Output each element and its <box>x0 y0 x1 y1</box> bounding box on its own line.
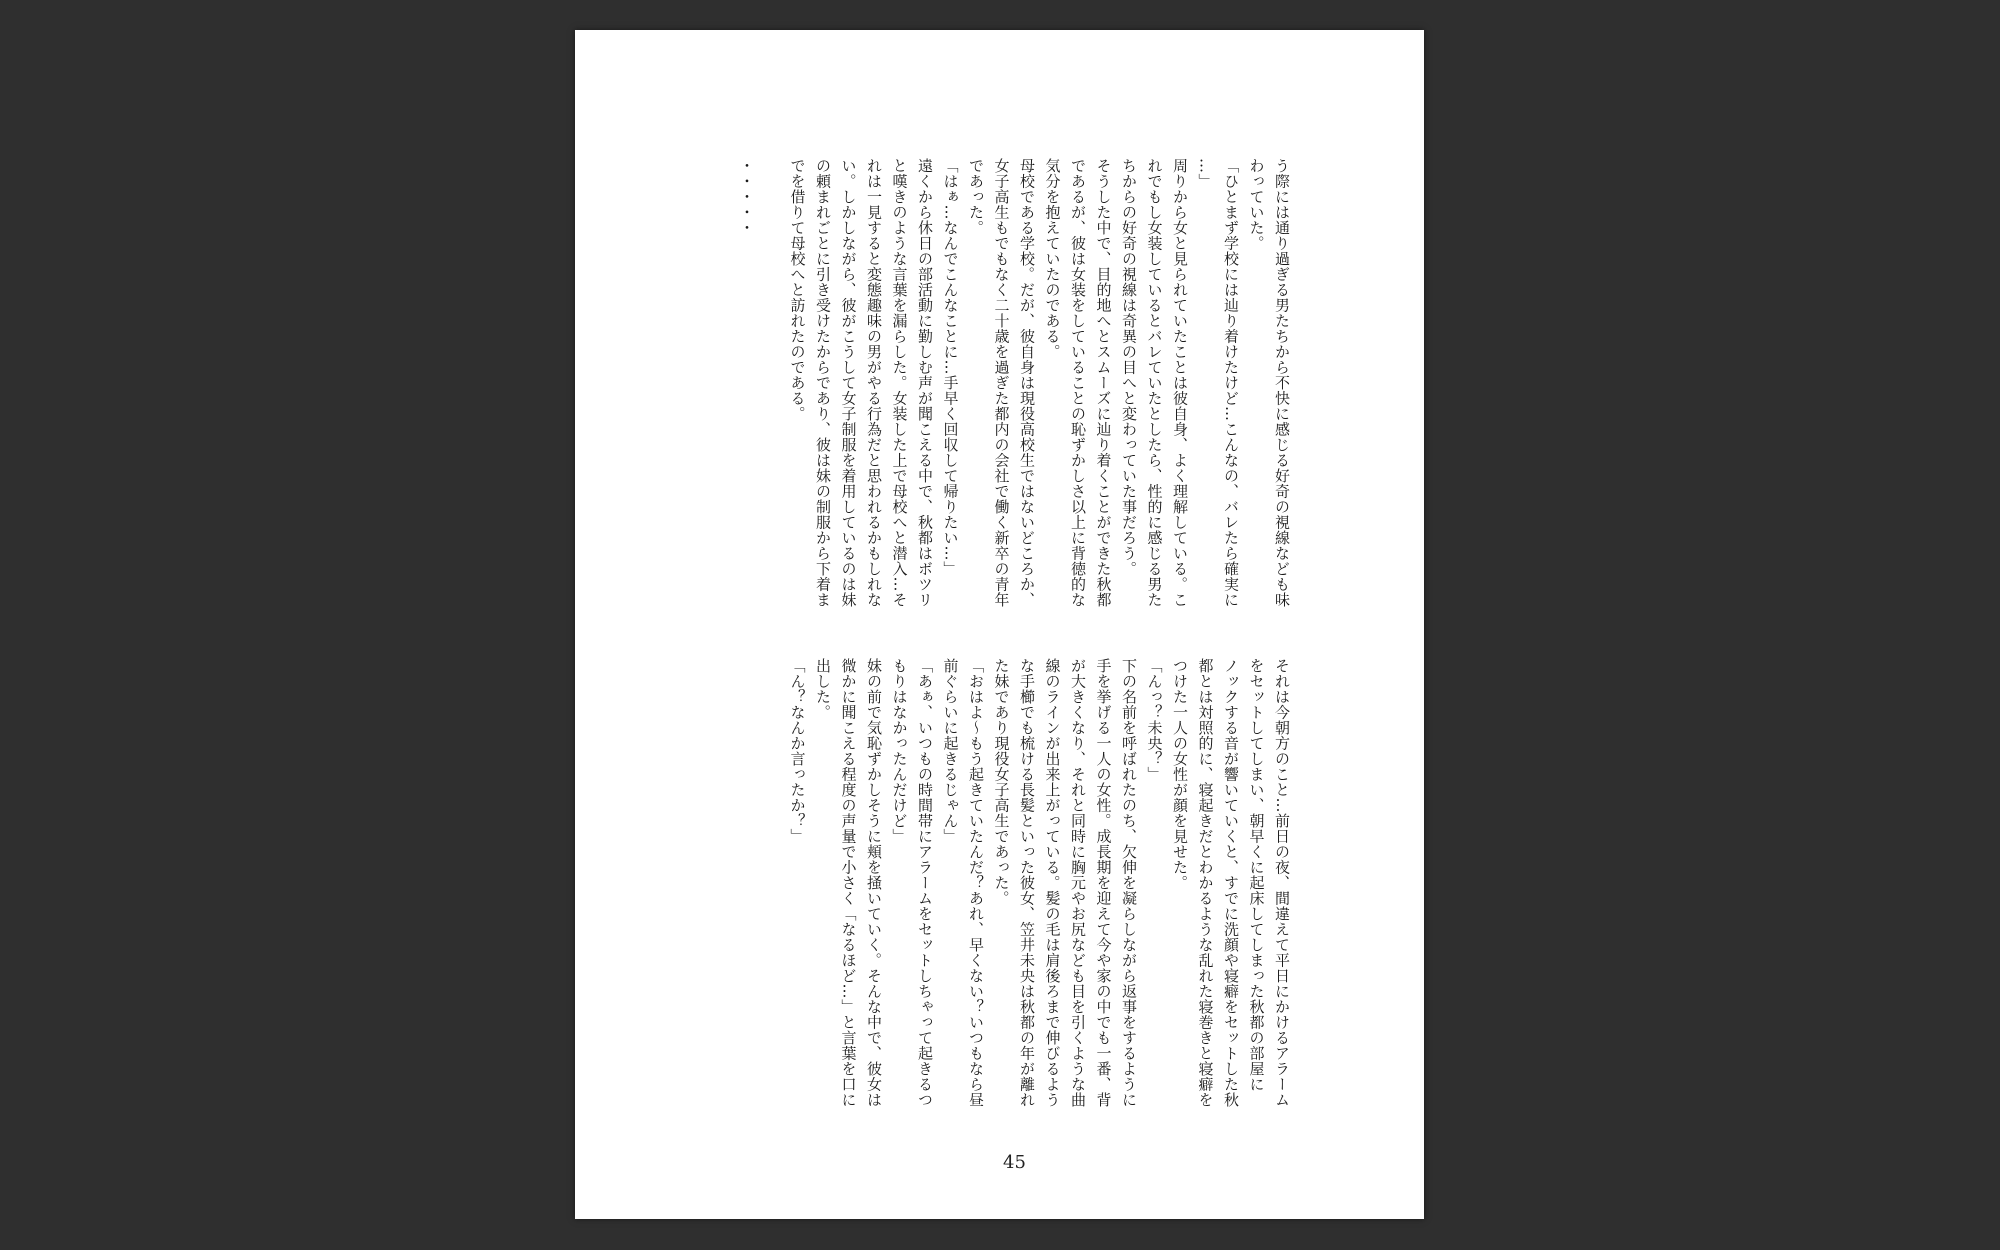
text-line: う際には通り過ぎる男たちから不快に感じる好奇の視線なども味 <box>1273 158 1291 608</box>
text-line: ちからの好奇の視線は奇異の目へと変わっていた事だろう。 <box>1120 158 1138 577</box>
text-line: もりはなかったんだけど」 <box>890 658 909 844</box>
text-line: 出した。 <box>814 658 832 720</box>
text-line <box>759 158 785 628</box>
text-line: 妹の前で気恥ずかしそうに頬を掻いていく。そんな中で、彼女は <box>865 658 883 1108</box>
text-line: 「あぁ、いつもの時間帯にアラームをセットしちゃって起きるつ <box>916 658 934 1108</box>
text-line: 手を挙げる一人の女性。成長期を迎えて今や家の中でも一番、背 <box>1094 658 1113 1108</box>
page-number: 45 <box>1003 1152 1026 1173</box>
text-line: それは今朝方のこと…前日の夜、間違えて平日にかけるアラーム <box>1273 658 1291 1108</box>
text-line: 遠くから休日の部活動に勤しむ声が聞こえる中で、秋都はボツリ <box>916 158 934 608</box>
text-line: 気分を抱えていたのである。 <box>1043 158 1062 360</box>
text-line: の頼まれごとに引き受けたからであり、彼は妹の制服から下着ま <box>814 158 832 608</box>
text-line: そうした中で、目的地へとスムーズに辿り着くことができた秋都 <box>1094 158 1113 608</box>
text-line: 母校である学校。だが、彼自身は現役高校生ではないどころか、 <box>1018 158 1036 608</box>
text-line: な手櫛でも梳ける長髪といった彼女、笠井未央は秋都の年が離れ <box>1018 658 1036 1108</box>
text-line: …」 <box>1196 158 1215 189</box>
text-line: 「ひとまず学校には辿り着けたけど…こんなの、バレたら確実に <box>1222 158 1240 608</box>
text-line: であるが、彼は女装をしていることの恥ずかしさ以上に背徳的な <box>1069 158 1087 608</box>
text-line: をセットしてしまい、朝早くに起床してしまった秋都の部屋に <box>1247 658 1266 1092</box>
text-block-bottom <box>784 658 1294 1128</box>
text-line: わっていた。 <box>1247 158 1266 251</box>
text-line: 女子高生もでもなく二十歳を過ぎた都内の会社で働く新卒の青年 <box>992 158 1011 608</box>
text-block-top <box>733 158 1294 628</box>
text-line: 「はぁ…なんでこんなことに…手早く回収して帰りたい…」 <box>941 158 960 577</box>
text-line: れでもし女装しているとバレていたとしたら、性的に感じる男た <box>1145 158 1164 608</box>
document-page <box>575 30 1424 1219</box>
text-line: ・・・・・ <box>737 158 756 236</box>
text-line: 微かに聞こえる程度の声量で小さく「なるほど…」と言葉を口に <box>839 658 858 1108</box>
text-line: 「おはよ～もう起きていたんだ？あれ、早くない？いつもなら昼 <box>967 658 985 1108</box>
text-line: と嘆きのような言葉を漏らした。女装した上で母校へと潜入…そ <box>890 158 909 608</box>
text-line: 線のラインが出来上がっている。髪の毛は肩後ろまで伸びるよう <box>1043 658 1062 1108</box>
text-line: 前ぐらいに起きるじゃん」 <box>941 658 960 844</box>
text-line: 下の名前を呼ばれたのち、欠伸を凝らしながら返事をするように <box>1120 658 1138 1108</box>
text-line: 周りから女と見られていたことは彼自身、よく理解している。こ <box>1171 158 1189 608</box>
text-line: つけた一人の女性が顔を見せた。 <box>1171 658 1189 891</box>
text-line: であった。 <box>967 158 985 236</box>
text-line: 都とは対照的に、寝起きだとわかるような乱れた寝巻きと寝癖を <box>1196 658 1215 1108</box>
text-line: でを借りて母校へと訪れたのである。 <box>788 158 807 422</box>
text-line: い。しかしながら、彼がこうして女子制服を着用しているのは妹 <box>839 158 858 608</box>
text-line: 「ん？なんか言ったか？」 <box>788 658 807 844</box>
text-line: 「んっ？未央？」 <box>1145 658 1164 782</box>
text-line: れは一見すると変態趣味の男がやる行為だと思われるかもしれな <box>865 158 883 608</box>
text-line: た妹であり現役女子高生であった。 <box>992 658 1011 906</box>
text-line: が大きくなり、それと同時に胸元やお尻なども目を引くような曲 <box>1069 658 1087 1108</box>
text-line: ノックする音が響いていくと、すでに洗顔や寝癖をセットした秋 <box>1222 658 1240 1108</box>
